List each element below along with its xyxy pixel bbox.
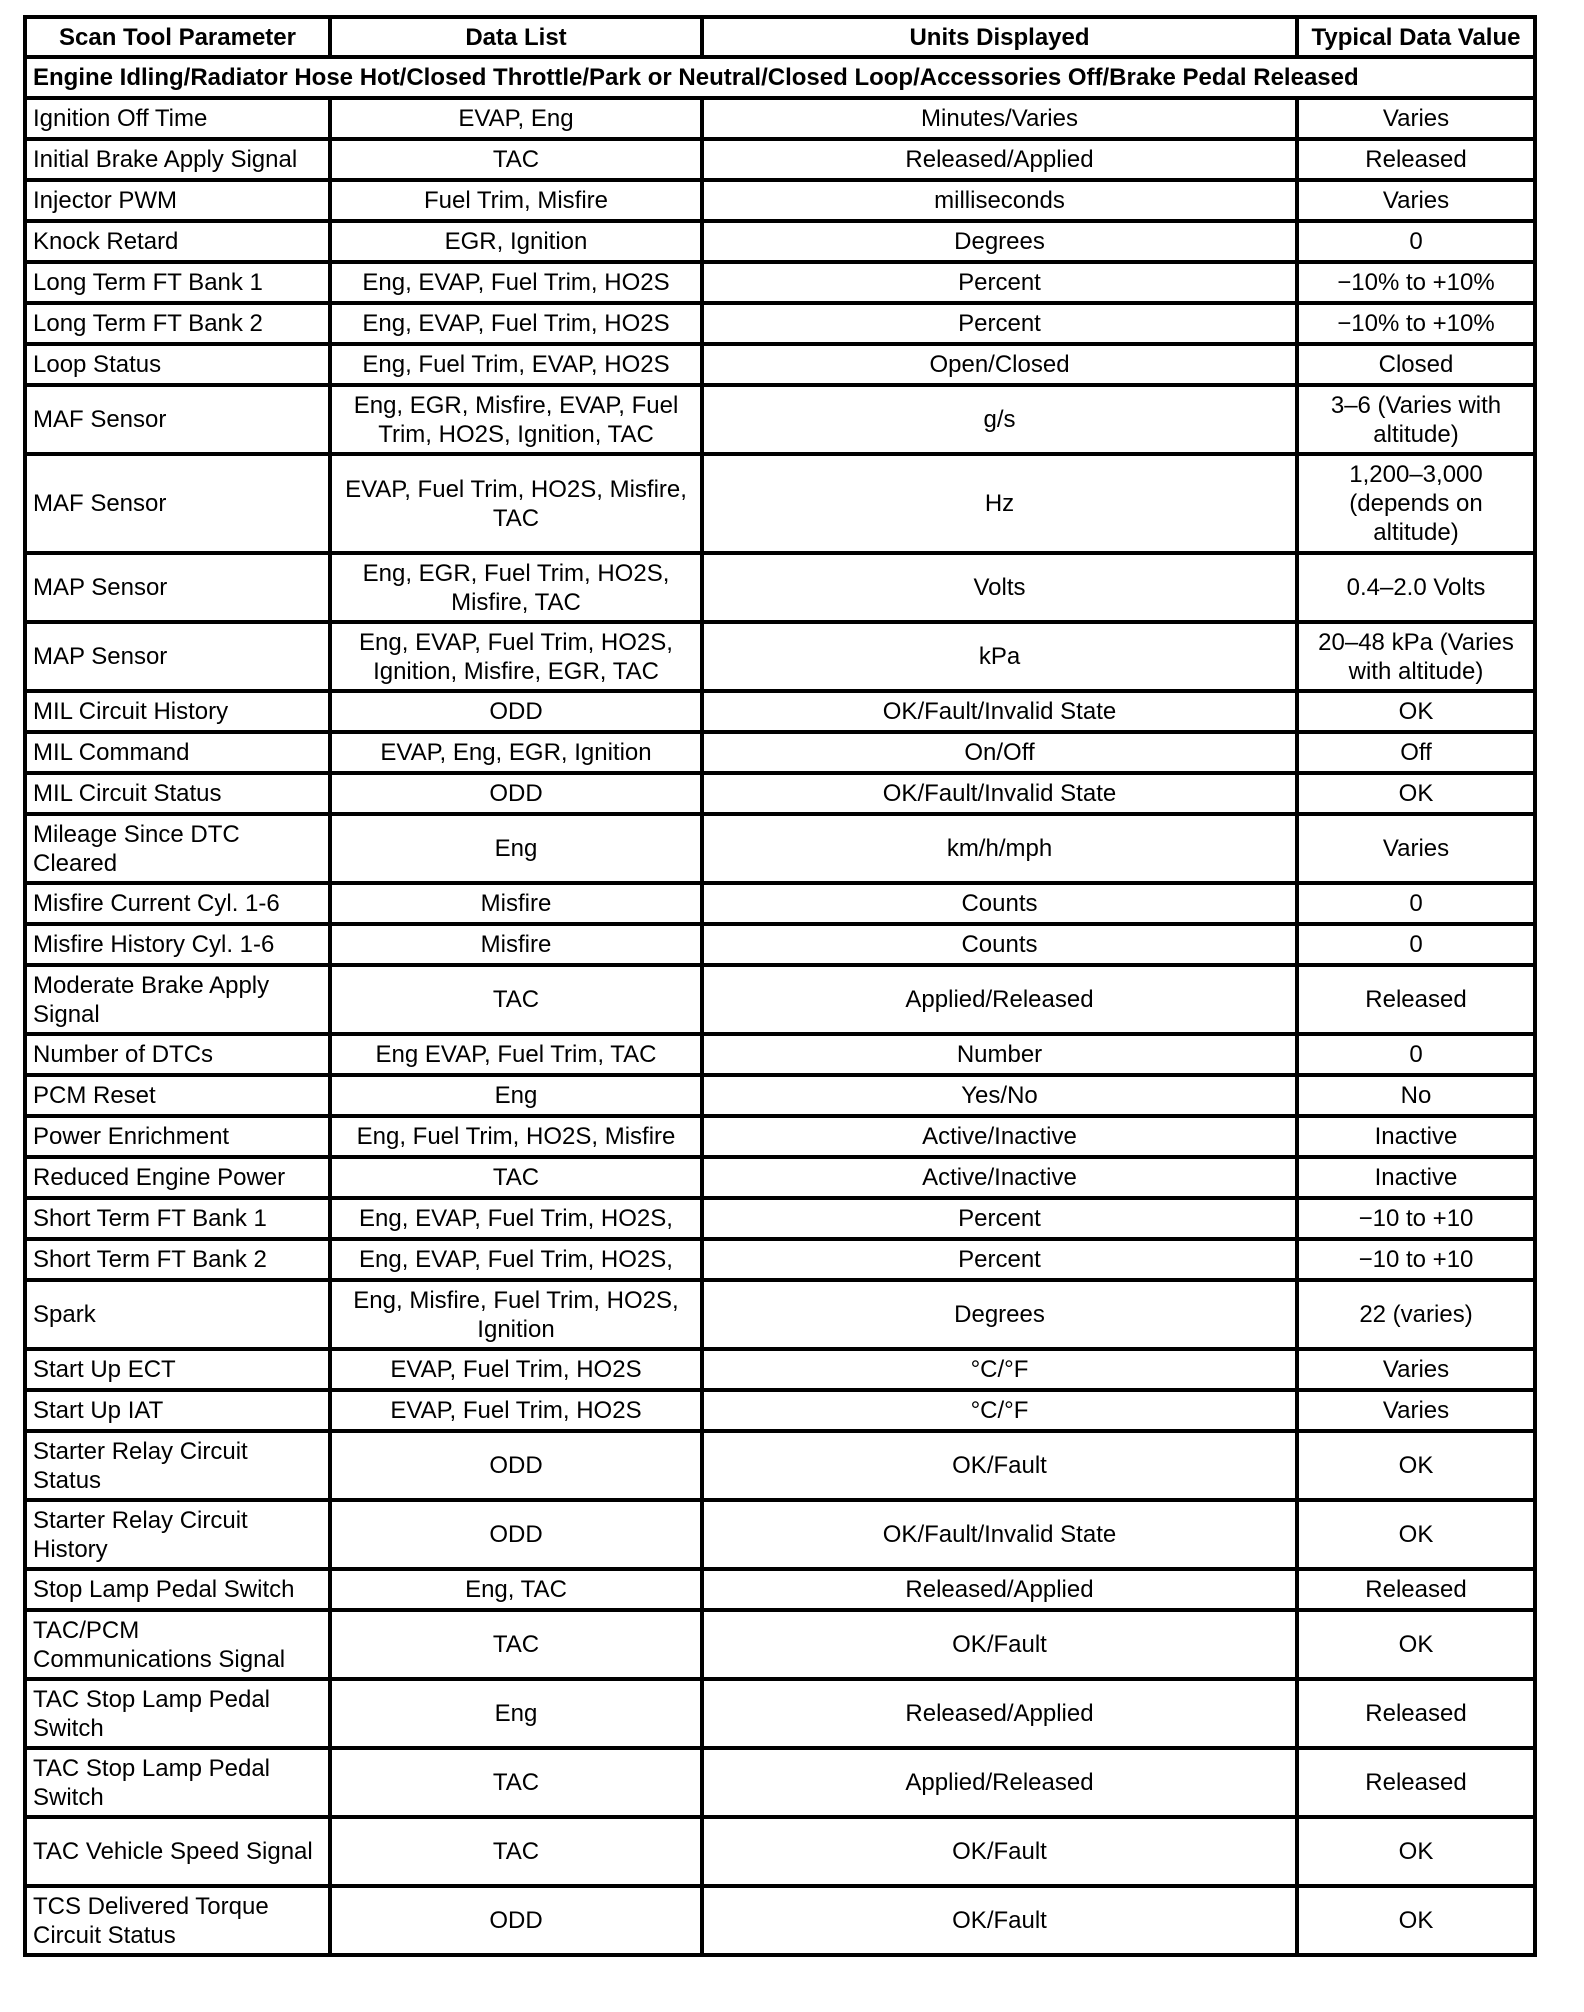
cell-scan-tool-parameter: TAC/PCM Communications Signal — [25, 1610, 330, 1679]
cell-data-list: TAC — [330, 1610, 702, 1679]
cell-typical-data-value: 0 — [1297, 221, 1535, 262]
cell-typical-data-value: Released — [1297, 139, 1535, 180]
cell-data-list: TAC — [330, 965, 702, 1034]
cell-units-displayed: Percent — [702, 1198, 1297, 1239]
cell-data-list: ODD — [330, 1431, 702, 1500]
table-row — [25, 1349, 1535, 1390]
cell-units-displayed: Released/Applied — [702, 139, 1297, 180]
cell-units-displayed: Applied/Released — [702, 1748, 1297, 1817]
cell-units-displayed: Active/Inactive — [702, 1157, 1297, 1198]
cell-data-list: Eng, EVAP, Fuel Trim, HO2S, — [330, 1239, 702, 1280]
table-row — [25, 1500, 1535, 1569]
cell-data-list: Misfire — [330, 924, 702, 965]
cell-units-displayed: Active/Inactive — [702, 1116, 1297, 1157]
cell-typical-data-value: Released — [1297, 965, 1535, 1034]
cell-data-list: ODD — [330, 1500, 702, 1569]
cell-data-list: ODD — [330, 773, 702, 814]
cell-typical-data-value: 0 — [1297, 924, 1535, 965]
cell-units-displayed: Applied/Released — [702, 965, 1297, 1034]
cell-scan-tool-parameter: Power Enrichment — [25, 1116, 330, 1157]
cell-data-list: Eng, EVAP, Fuel Trim, HO2S, — [330, 1198, 702, 1239]
cell-typical-data-value: OK — [1297, 773, 1535, 814]
cell-scan-tool-parameter: Spark — [25, 1280, 330, 1349]
table-row — [25, 622, 1535, 691]
cell-scan-tool-parameter: MIL Circuit History — [25, 691, 330, 732]
table-row — [25, 1886, 1535, 1955]
cell-scan-tool-parameter: Short Term FT Bank 2 — [25, 1239, 330, 1280]
header-data-list: Data List — [330, 17, 702, 57]
cell-units-displayed: Degrees — [702, 221, 1297, 262]
cell-data-list: EGR, Ignition — [330, 221, 702, 262]
cell-data-list: Eng, EVAP, Fuel Trim, HO2S, Ignition, Misfire, EGR, TAC — [330, 622, 702, 691]
cell-scan-tool-parameter: MAP Sensor — [25, 622, 330, 691]
cell-scan-tool-parameter: Initial Brake Apply Signal — [25, 139, 330, 180]
table-row — [25, 1075, 1535, 1116]
cell-data-list: Eng — [330, 1679, 702, 1748]
table-row — [25, 303, 1535, 344]
cell-scan-tool-parameter: Starter Relay Circuit Status — [25, 1431, 330, 1500]
cell-units-displayed: Percent — [702, 262, 1297, 303]
cell-scan-tool-parameter: TAC Stop Lamp Pedal Switch — [25, 1748, 330, 1817]
condition-row — [25, 57, 1535, 98]
cell-data-list: Eng, EVAP, Fuel Trim, HO2S — [330, 303, 702, 344]
cell-scan-tool-parameter: MAF Sensor — [25, 385, 330, 454]
cell-typical-data-value: 0 — [1297, 883, 1535, 924]
cell-units-displayed: °C/°F — [702, 1390, 1297, 1431]
table-row — [25, 262, 1535, 303]
cell-scan-tool-parameter: Misfire Current Cyl. 1-6 — [25, 883, 330, 924]
cell-data-list: Eng EVAP, Fuel Trim, TAC — [330, 1034, 702, 1075]
cell-typical-data-value: No — [1297, 1075, 1535, 1116]
cell-scan-tool-parameter: Loop Status — [25, 344, 330, 385]
cell-data-list: Eng — [330, 814, 702, 883]
cell-data-list: Eng, EGR, Fuel Trim, HO2S, Misfire, TAC — [330, 553, 702, 622]
cell-typical-data-value: Released — [1297, 1679, 1535, 1748]
cell-units-displayed: Yes/No — [702, 1075, 1297, 1116]
table-row — [25, 773, 1535, 814]
cell-data-list: EVAP, Fuel Trim, HO2S — [330, 1390, 702, 1431]
table-row — [25, 221, 1535, 262]
table-row — [25, 1569, 1535, 1610]
cell-units-displayed: Percent — [702, 303, 1297, 344]
cell-units-displayed: km/h/mph — [702, 814, 1297, 883]
cell-units-displayed: Released/Applied — [702, 1679, 1297, 1748]
table-row — [25, 385, 1535, 454]
cell-units-displayed: Released/Applied — [702, 1569, 1297, 1610]
cell-scan-tool-parameter: TCS Delivered Torque Circuit Status — [25, 1886, 330, 1955]
cell-units-displayed: Open/Closed — [702, 344, 1297, 385]
table-row — [25, 965, 1535, 1034]
table-row — [25, 1431, 1535, 1500]
cell-scan-tool-parameter: Long Term FT Bank 1 — [25, 262, 330, 303]
cell-scan-tool-parameter: Start Up ECT — [25, 1349, 330, 1390]
cell-data-list: EVAP, Fuel Trim, HO2S, Misfire, TAC — [330, 454, 702, 553]
cell-units-displayed: On/Off — [702, 732, 1297, 773]
cell-units-displayed: OK/Fault — [702, 1817, 1297, 1886]
cell-data-list: Misfire — [330, 883, 702, 924]
cell-units-displayed: g/s — [702, 385, 1297, 454]
cell-units-displayed: Counts — [702, 924, 1297, 965]
cell-scan-tool-parameter: Starter Relay Circuit History — [25, 1500, 330, 1569]
cell-typical-data-value: Varies — [1297, 814, 1535, 883]
cell-scan-tool-parameter: MAP Sensor — [25, 553, 330, 622]
cell-typical-data-value: Closed — [1297, 344, 1535, 385]
table-row — [25, 1817, 1535, 1886]
table-row — [25, 344, 1535, 385]
cell-scan-tool-parameter: Knock Retard — [25, 221, 330, 262]
cell-scan-tool-parameter: Moderate Brake Apply Signal — [25, 965, 330, 1034]
cell-data-list: Eng, Misfire, Fuel Trim, HO2S, Ignition — [330, 1280, 702, 1349]
cell-typical-data-value: 0 — [1297, 1034, 1535, 1075]
cell-scan-tool-parameter: MIL Command — [25, 732, 330, 773]
cell-scan-tool-parameter: Injector PWM — [25, 180, 330, 221]
cell-typical-data-value: 20–48 kPa (Varies with altitude) — [1297, 622, 1535, 691]
cell-units-displayed: OK/Fault — [702, 1431, 1297, 1500]
cell-data-list: TAC — [330, 1157, 702, 1198]
cell-units-displayed: Degrees — [702, 1280, 1297, 1349]
cell-data-list: Eng, EGR, Misfire, EVAP, Fuel Trim, HO2S, Ignition, TAC — [330, 385, 702, 454]
table-row — [25, 883, 1535, 924]
cell-units-displayed: Percent — [702, 1239, 1297, 1280]
cell-typical-data-value: OK — [1297, 1886, 1535, 1955]
table-row — [25, 553, 1535, 622]
cell-data-list: TAC — [330, 139, 702, 180]
cell-typical-data-value: Released — [1297, 1748, 1535, 1817]
header-typical-data-value: Typical Data Value — [1297, 17, 1535, 57]
cell-typical-data-value: OK — [1297, 1431, 1535, 1500]
cell-typical-data-value: Varies — [1297, 180, 1535, 221]
scan-tool-data-table — [23, 15, 1537, 1957]
cell-typical-data-value: 1,200–3,000 (depends on altitude) — [1297, 454, 1535, 553]
table-row — [25, 814, 1535, 883]
cell-data-list: Fuel Trim, Misfire — [330, 180, 702, 221]
table-row — [25, 454, 1535, 553]
cell-scan-tool-parameter: TAC Vehicle Speed Signal — [25, 1817, 330, 1886]
cell-units-displayed: milliseconds — [702, 180, 1297, 221]
table-row — [25, 1748, 1535, 1817]
cell-scan-tool-parameter: Mileage Since DTC Cleared — [25, 814, 330, 883]
cell-data-list: Eng, Fuel Trim, EVAP, HO2S — [330, 344, 702, 385]
cell-data-list: EVAP, Fuel Trim, HO2S — [330, 1349, 702, 1390]
cell-typical-data-value: OK — [1297, 691, 1535, 732]
cell-typical-data-value: −10% to +10% — [1297, 262, 1535, 303]
cell-units-displayed: OK/Fault — [702, 1886, 1297, 1955]
cell-scan-tool-parameter: Short Term FT Bank 1 — [25, 1198, 330, 1239]
table-row — [25, 1157, 1535, 1198]
cell-typical-data-value: 0.4–2.0 Volts — [1297, 553, 1535, 622]
table-row — [25, 1679, 1535, 1748]
cell-typical-data-value: OK — [1297, 1500, 1535, 1569]
cell-typical-data-value: OK — [1297, 1610, 1535, 1679]
cell-typical-data-value: Inactive — [1297, 1116, 1535, 1157]
cell-units-displayed: kPa — [702, 622, 1297, 691]
cell-data-list: ODD — [330, 691, 702, 732]
cell-data-list: ODD — [330, 1886, 702, 1955]
cell-typical-data-value: Inactive — [1297, 1157, 1535, 1198]
cell-data-list: Eng, Fuel Trim, HO2S, Misfire — [330, 1116, 702, 1157]
table-row — [25, 732, 1535, 773]
cell-scan-tool-parameter: Long Term FT Bank 2 — [25, 303, 330, 344]
cell-units-displayed: OK/Fault — [702, 1610, 1297, 1679]
cell-scan-tool-parameter: Number of DTCs — [25, 1034, 330, 1075]
table-row — [25, 1198, 1535, 1239]
cell-units-displayed: OK/Fault/Invalid State — [702, 1500, 1297, 1569]
table-body — [25, 57, 1535, 1955]
cell-units-displayed: Volts — [702, 553, 1297, 622]
operating-condition: Engine Idling/Radiator Hose Hot/Closed Throttle/Park or Neutral/Closed Loop/Accessories Off/Brake Pedal Released — [25, 57, 1535, 98]
cell-data-list: Eng, TAC — [330, 1569, 702, 1610]
cell-typical-data-value: −10 to +10 — [1297, 1239, 1535, 1280]
table-row — [25, 98, 1535, 139]
cell-typical-data-value: −10% to +10% — [1297, 303, 1535, 344]
cell-data-list: TAC — [330, 1817, 702, 1886]
table-row — [25, 1239, 1535, 1280]
cell-typical-data-value: Varies — [1297, 1390, 1535, 1431]
cell-units-displayed: Hz — [702, 454, 1297, 553]
cell-typical-data-value: OK — [1297, 1817, 1535, 1886]
table-row — [25, 180, 1535, 221]
cell-typical-data-value: 22 (varies) — [1297, 1280, 1535, 1349]
cell-data-list: Eng — [330, 1075, 702, 1116]
header-scan-tool-parameter: Scan Tool Parameter — [25, 17, 330, 57]
cell-units-displayed: Minutes/Varies — [702, 98, 1297, 139]
cell-typical-data-value: 3–6 (Varies with altitude) — [1297, 385, 1535, 454]
table-row — [25, 924, 1535, 965]
cell-scan-tool-parameter: PCM Reset — [25, 1075, 330, 1116]
cell-units-displayed: OK/Fault/Invalid State — [702, 691, 1297, 732]
cell-scan-tool-parameter: MIL Circuit Status — [25, 773, 330, 814]
cell-typical-data-value: Varies — [1297, 98, 1535, 139]
cell-scan-tool-parameter: Start Up IAT — [25, 1390, 330, 1431]
table-row — [25, 139, 1535, 180]
table-row — [25, 1610, 1535, 1679]
header-row — [25, 17, 1535, 57]
cell-units-displayed: OK/Fault/Invalid State — [702, 773, 1297, 814]
cell-units-displayed: Counts — [702, 883, 1297, 924]
header-units-displayed: Units Displayed — [702, 17, 1297, 57]
cell-typical-data-value: Varies — [1297, 1349, 1535, 1390]
cell-data-list: EVAP, Eng — [330, 98, 702, 139]
cell-data-list: Eng, EVAP, Fuel Trim, HO2S — [330, 262, 702, 303]
cell-scan-tool-parameter: Reduced Engine Power — [25, 1157, 330, 1198]
cell-typical-data-value: −10 to +10 — [1297, 1198, 1535, 1239]
cell-scan-tool-parameter: MAF Sensor — [25, 454, 330, 553]
cell-typical-data-value: Released — [1297, 1569, 1535, 1610]
table-row — [25, 1116, 1535, 1157]
cell-units-displayed: Number — [702, 1034, 1297, 1075]
cell-typical-data-value: Off — [1297, 732, 1535, 773]
cell-scan-tool-parameter: TAC Stop Lamp Pedal Switch — [25, 1679, 330, 1748]
cell-scan-tool-parameter: Ignition Off Time — [25, 98, 330, 139]
cell-data-list: EVAP, Eng, EGR, Ignition — [330, 732, 702, 773]
table-row — [25, 691, 1535, 732]
table-row — [25, 1034, 1535, 1075]
cell-data-list: TAC — [330, 1748, 702, 1817]
cell-units-displayed: °C/°F — [702, 1349, 1297, 1390]
cell-scan-tool-parameter: Stop Lamp Pedal Switch — [25, 1569, 330, 1610]
cell-scan-tool-parameter: Misfire History Cyl. 1-6 — [25, 924, 330, 965]
table-row — [25, 1280, 1535, 1349]
table-row — [25, 1390, 1535, 1431]
